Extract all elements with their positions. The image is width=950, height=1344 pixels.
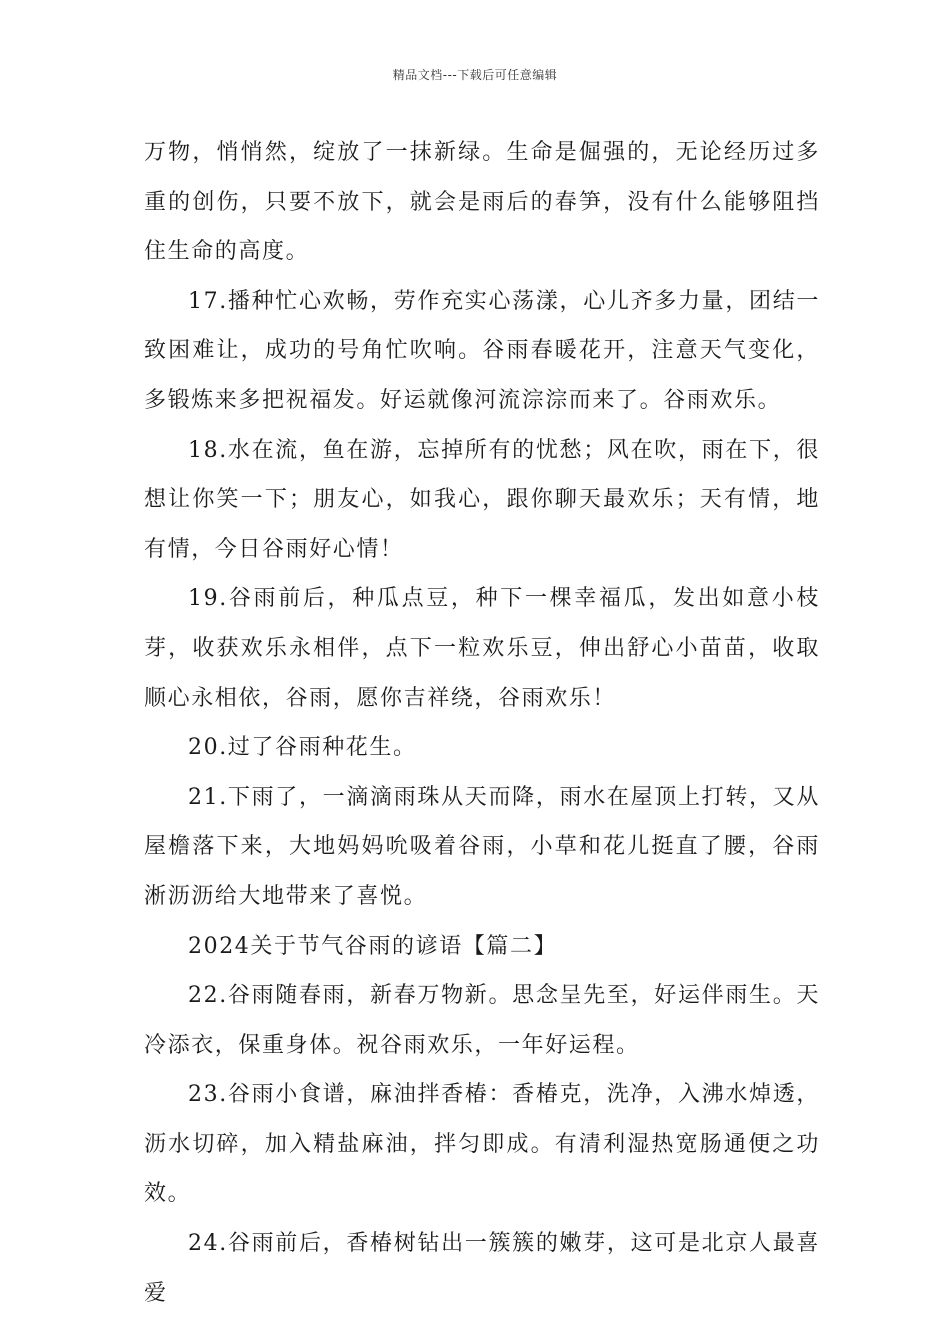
paragraph-item-23: 23.谷雨小食谱，麻油拌香椿：香椿克，洗净，入沸水焯透，沥水切碎，加入精盐麻油，拌匀即成。有清利湿热宽肠通便之功效。: [144, 1082, 820, 1207]
paragraph-item-18: 18.水在流，鱼在游，忘掉所有的忧愁；风在吹，雨在下，很想让你笑一下；朋友心，如我心，跟你聊天最欢乐；天有情，地有情，今日谷雨好心情！: [144, 437, 820, 562]
paragraph-item-21: 21.下雨了，一滴滴雨珠从天而降，雨水在屋顶上打转，又从屋檐落下来，大地妈妈吮吸着谷雨，小草和花儿挺直了腰，谷雨淅沥沥给大地带来了喜悦。: [144, 784, 820, 909]
section-heading: 2024关于节气谷雨的谚语【篇二】: [188, 933, 558, 959]
page-header: 精品文档---下载后可任意编辑: [392, 68, 558, 82]
paragraph-item-19: 19.谷雨前后，种瓜点豆，种下一棵幸福瓜，发出如意小枝芽，收获欢乐永相伴，点下一粒欢乐豆，伸出舒心小苗苗，收取顺心永相依，谷雨，愿你吉祥绕，谷雨欢乐！: [144, 586, 820, 711]
paragraph-item-22: 22.谷雨随春雨，新春万物新。思念呈先至，好运伴雨生。天冷添衣，保重身体。祝谷雨欢乐，一年好运程。: [144, 983, 820, 1058]
paragraph-item-20: 20.过了谷雨种花生。: [188, 735, 417, 761]
paragraph-item-17: 17.播种忙心欢畅，劳作充实心荡漾，心儿齐多力量，团结一致困难让，成功的号角忙吹响。谷雨春暖花开，注意天气变化，多锻炼来多把祝福发。好运就像河流淙淙而来了。谷雨欢乐。: [144, 288, 820, 413]
document-body: [144, 128, 820, 1318]
paragraph-continuation: 万物，悄悄然，绽放了一抹新绿。生命是倔强的，无论经历过多重的创伤，只要不放下，就会是雨后的春笋，没有什么能够阻挡住生命的高度。: [144, 140, 820, 265]
paragraph-item-24: 24.谷雨前后，香椿树钻出一簇簇的嫩芽，这可是北京人最喜爱: [144, 1231, 820, 1306]
